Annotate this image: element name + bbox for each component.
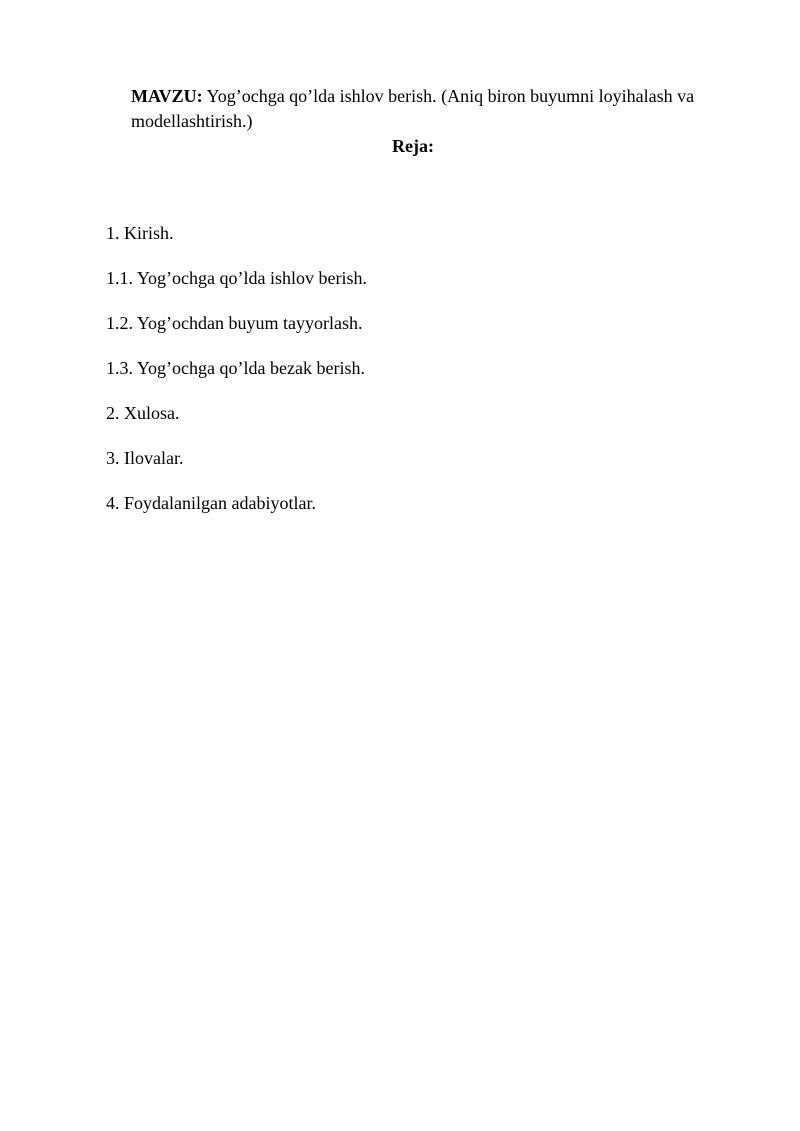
plan-item-1-2: 1.2. Yog’ochdan buyum tayyorlash. bbox=[106, 313, 363, 333]
topic-label: MAVZU: bbox=[131, 86, 203, 106]
plan-item-1-3: 1.3. Yog’ochga qo’lda bezak berish. bbox=[106, 358, 365, 378]
plan-item-4: 4. Foydalanilgan adabiyotlar. bbox=[106, 493, 316, 513]
plan-item-3: 3. Ilovalar. bbox=[106, 448, 184, 468]
topic-text: Yog’ochga qo’lda ishlov berish. (Aniq biron buyumni loyihalash va modellashtirish.) bbox=[131, 86, 695, 131]
plan-item-1-1: 1.1. Yog’ochga qo’lda ishlov berish. bbox=[106, 268, 367, 288]
plan-item-1: 1. Kirish. bbox=[106, 223, 174, 243]
topic-paragraph bbox=[131, 84, 741, 134]
plan-list bbox=[106, 221, 367, 536]
plan-item-2: 2. Xulosa. bbox=[106, 403, 180, 423]
plan-heading: Reja: bbox=[392, 136, 434, 156]
